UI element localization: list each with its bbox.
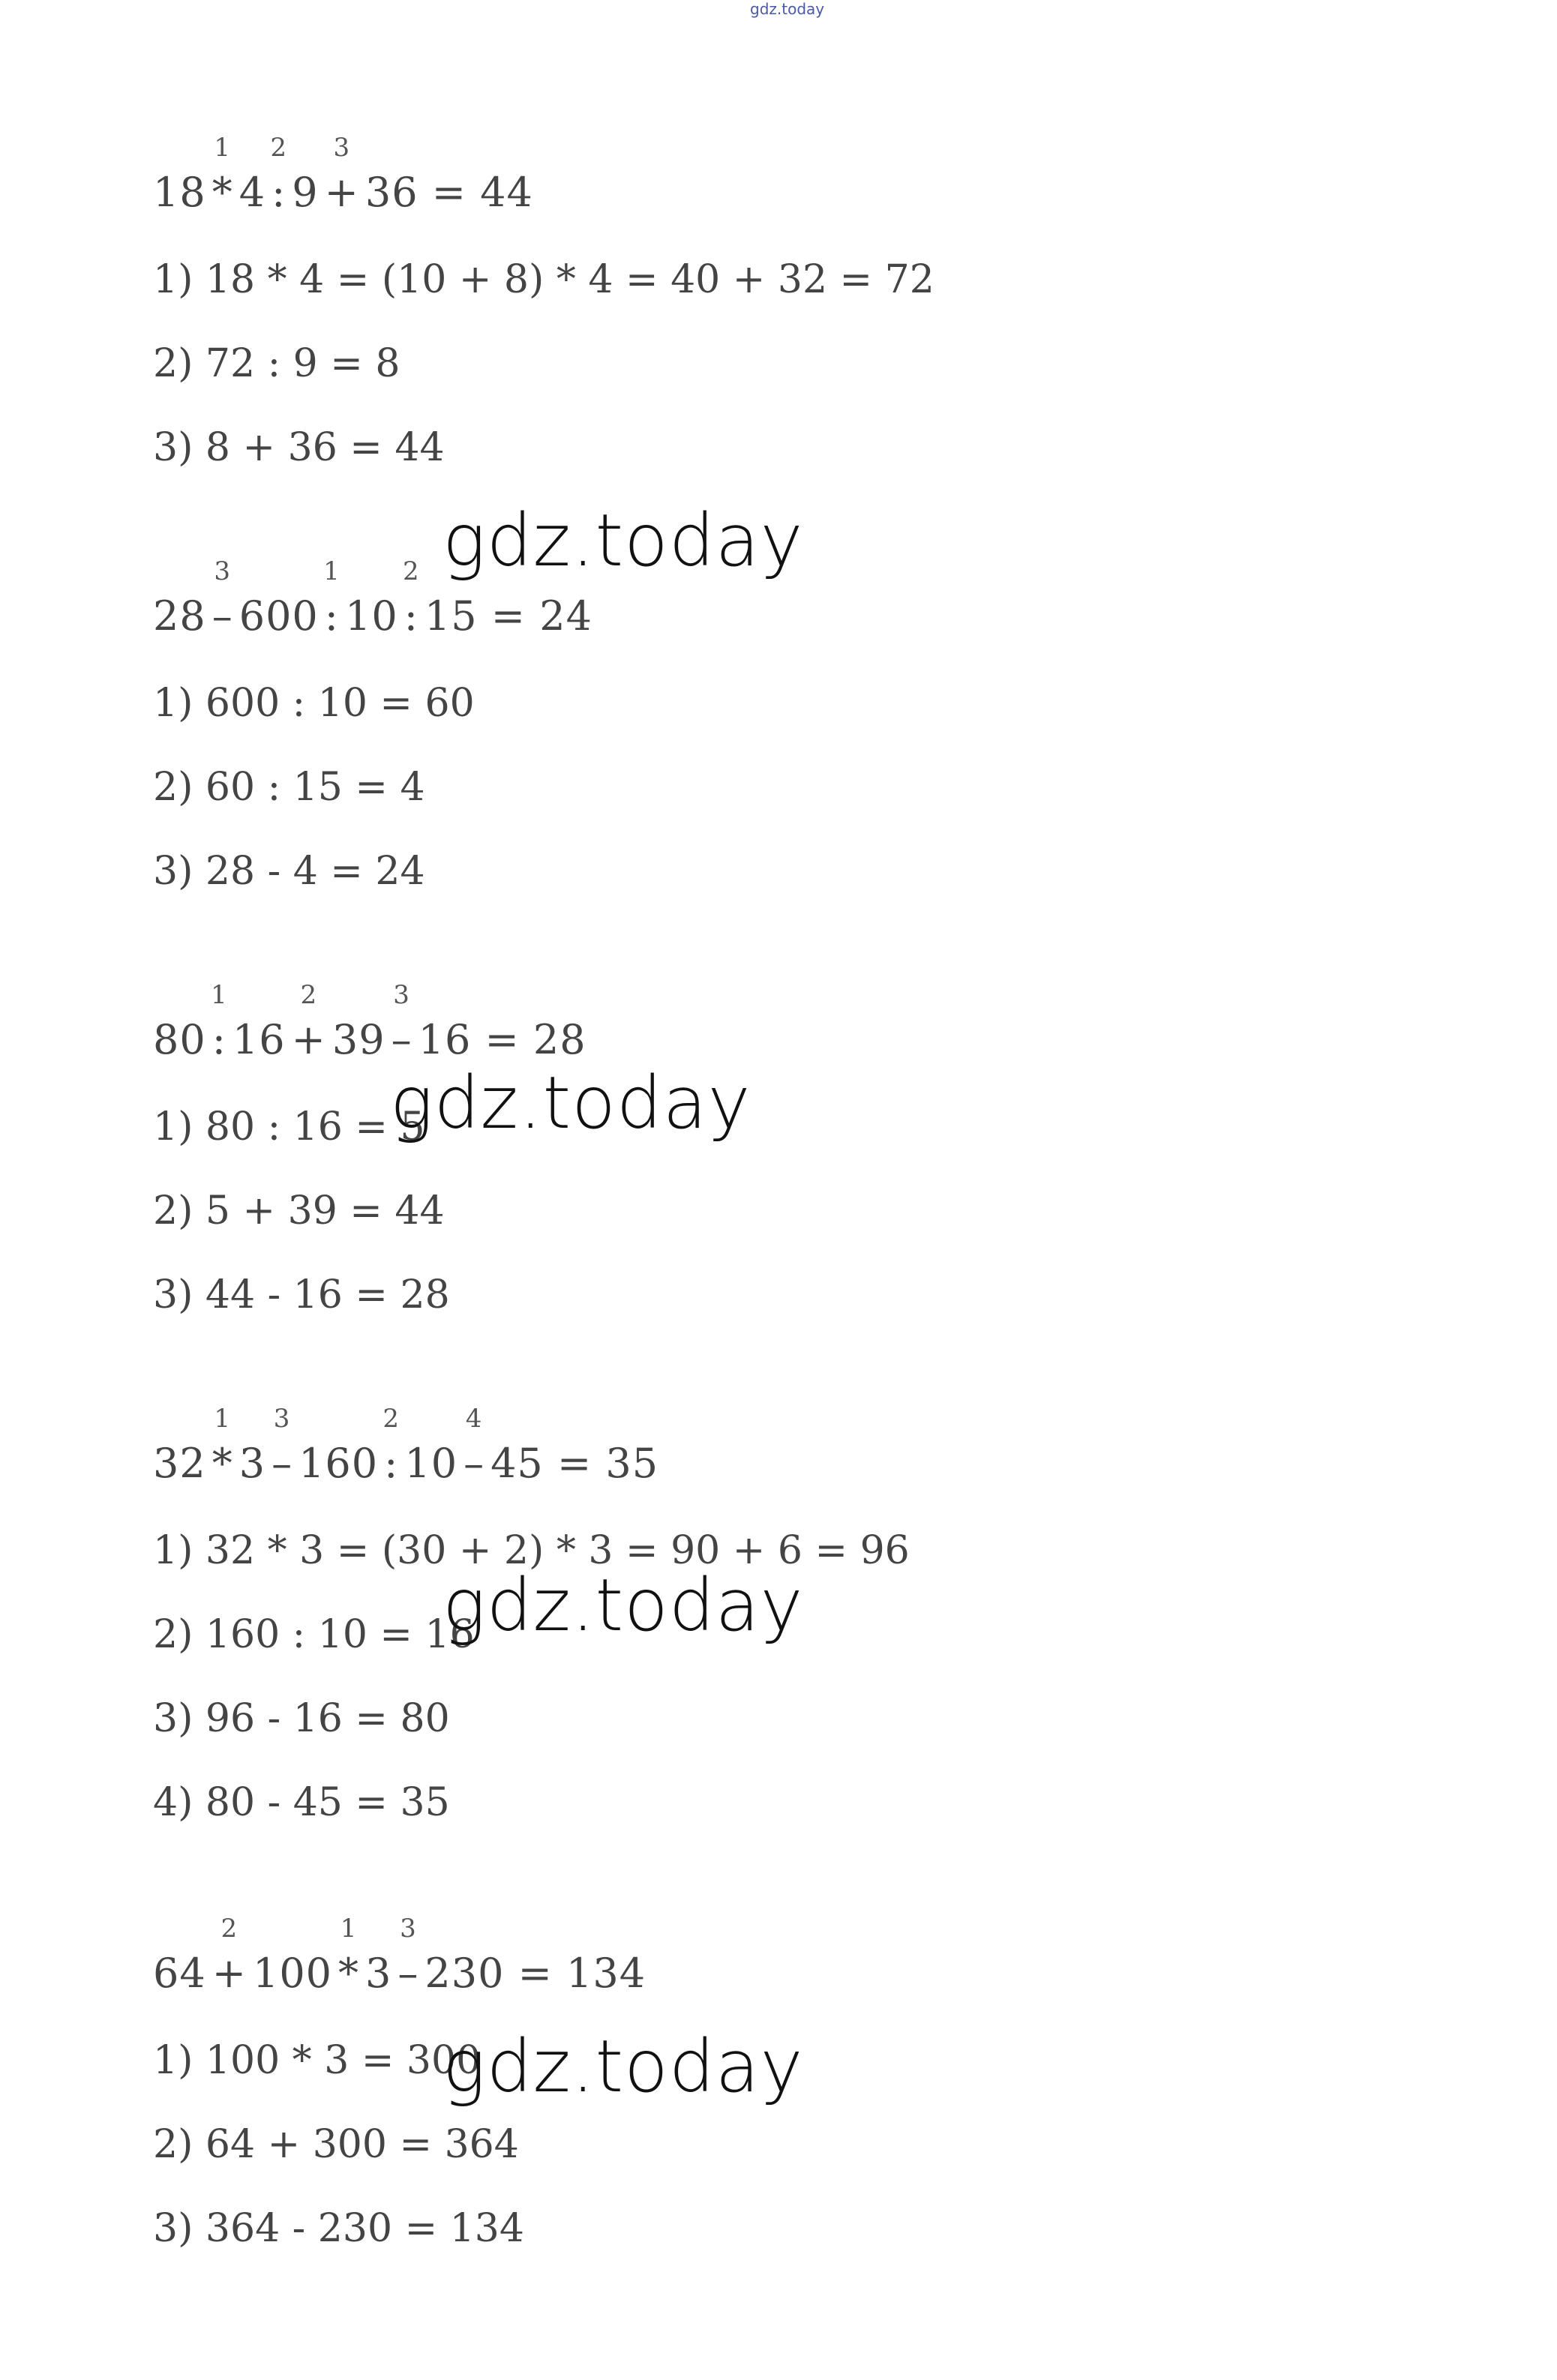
header-watermark: gdz.today (750, 0, 825, 18)
operator-symbol: + (291, 1016, 326, 1063)
operator (210, 980, 228, 1063)
operation-order: 3 (333, 133, 351, 163)
operation-order: 2 (220, 1914, 238, 1944)
expression-term: 39 (332, 1016, 386, 1063)
expression (153, 556, 592, 640)
solution-step: 1) 100 * 3 = 300 (153, 2038, 482, 2083)
solution-step: 3) 44 - 16 = 28 (153, 1272, 450, 1317)
expression-term: 230 = 134 (424, 1950, 646, 1997)
expression-term: 9 (292, 169, 319, 216)
operation-order: 1 (210, 980, 228, 1010)
solution-step: 3) 364 - 230 = 134 (153, 2206, 524, 2251)
operator-symbol: – (398, 1950, 419, 1997)
operator (324, 133, 359, 216)
operator (212, 133, 233, 216)
watermark: gdz.today (390, 1061, 752, 1145)
solution-step: 2) 5 + 39 = 44 (153, 1189, 445, 1233)
operator-symbol: : (272, 169, 286, 216)
operator (323, 556, 340, 640)
expression (153, 1404, 659, 1487)
solution-step: 3) 8 + 36 = 44 (153, 425, 445, 470)
solution-step: 4) 80 - 45 = 35 (153, 1780, 450, 1825)
expression-term: 80 (153, 1016, 206, 1063)
operator (270, 133, 287, 216)
operator-symbol: – (272, 1440, 293, 1487)
operator-symbol: * (212, 1440, 233, 1487)
expression-term: 16 = 28 (418, 1016, 586, 1063)
watermark: gdz.today (442, 2025, 804, 2109)
operator-symbol: – (212, 592, 233, 640)
solution-step: 2) 72 : 9 = 8 (153, 341, 400, 386)
solution-step: 1) 600 : 10 = 60 (153, 681, 475, 726)
watermark: gdz.today (442, 499, 804, 583)
expression-term: 32 (153, 1440, 206, 1487)
solution-step: 3) 28 - 4 = 24 (153, 849, 425, 894)
operation-order: 2 (402, 556, 420, 586)
expression-term: 10 (345, 592, 398, 640)
expression (153, 980, 586, 1063)
solution-step: 1) 80 : 16 = 5 (153, 1105, 425, 1150)
expression-term: 36 = 44 (364, 169, 533, 216)
operator-symbol: – (391, 1016, 412, 1063)
expression (153, 133, 533, 216)
operation-order: 2 (270, 133, 287, 163)
watermark: gdz.today (442, 1563, 804, 1647)
operator-symbol: : (324, 592, 339, 640)
expression-term: 100 (252, 1950, 333, 1997)
expression (153, 1914, 646, 1997)
solution-step: 3) 96 - 16 = 80 (153, 1696, 450, 1741)
operation-order: 1 (323, 556, 340, 586)
operator (464, 1404, 485, 1487)
operator-symbol: + (212, 1950, 247, 1997)
operation-order: 1 (340, 1914, 358, 1944)
operation-order: 3 (273, 1404, 291, 1434)
expression-term: 4 (238, 169, 266, 216)
expression-term: 16 (232, 1016, 286, 1063)
solution-step: 1) 32 * 3 = (30 + 2) * 3 = 90 + 6 = 96 (153, 1528, 910, 1573)
operation-order: 4 (465, 1404, 483, 1434)
operator-symbol: : (384, 1440, 399, 1487)
expression-term: 15 = 24 (424, 592, 592, 640)
expression-term: 160 (298, 1440, 379, 1487)
operator (391, 980, 412, 1063)
operator (398, 1914, 419, 1997)
operation-order: 1 (214, 133, 232, 163)
operator (212, 556, 233, 640)
expression-term: 45 = 35 (490, 1440, 659, 1487)
operator (291, 980, 326, 1063)
operator-symbol: * (212, 169, 233, 216)
operation-order: 1 (214, 1404, 232, 1434)
expression-term: 10 (404, 1440, 458, 1487)
expression-term: 18 (153, 169, 206, 216)
solution-step: 1) 18 * 4 = (10 + 8) * 4 = 40 + 32 = 72 (153, 257, 934, 302)
expression-term: 64 (153, 1950, 206, 1997)
solution-step: 2) 60 : 15 = 4 (153, 765, 425, 810)
operator (338, 1914, 360, 1997)
solution-step: 2) 64 + 300 = 364 (153, 2122, 519, 2167)
solution-step: 2) 160 : 10 = 16 (153, 1612, 475, 1657)
operator (272, 1404, 293, 1487)
operator-symbol: : (212, 1016, 226, 1063)
operation-order: 3 (214, 556, 232, 586)
operator (212, 1914, 247, 1997)
operator (402, 556, 420, 640)
operator (212, 1404, 233, 1487)
operator-symbol: * (338, 1950, 360, 1997)
operator-symbol: : (404, 592, 418, 640)
operator (382, 1404, 400, 1487)
operation-order: 3 (393, 980, 410, 1010)
operator-symbol: + (324, 169, 359, 216)
operator-symbol: – (464, 1440, 485, 1487)
operation-order: 3 (400, 1914, 417, 1944)
expression-term: 3 (365, 1950, 392, 1997)
expression-term: 28 (153, 592, 206, 640)
expression-term: 3 (238, 1440, 266, 1487)
operation-order: 2 (300, 980, 318, 1010)
expression-term: 600 (238, 592, 319, 640)
operation-order: 2 (382, 1404, 400, 1434)
